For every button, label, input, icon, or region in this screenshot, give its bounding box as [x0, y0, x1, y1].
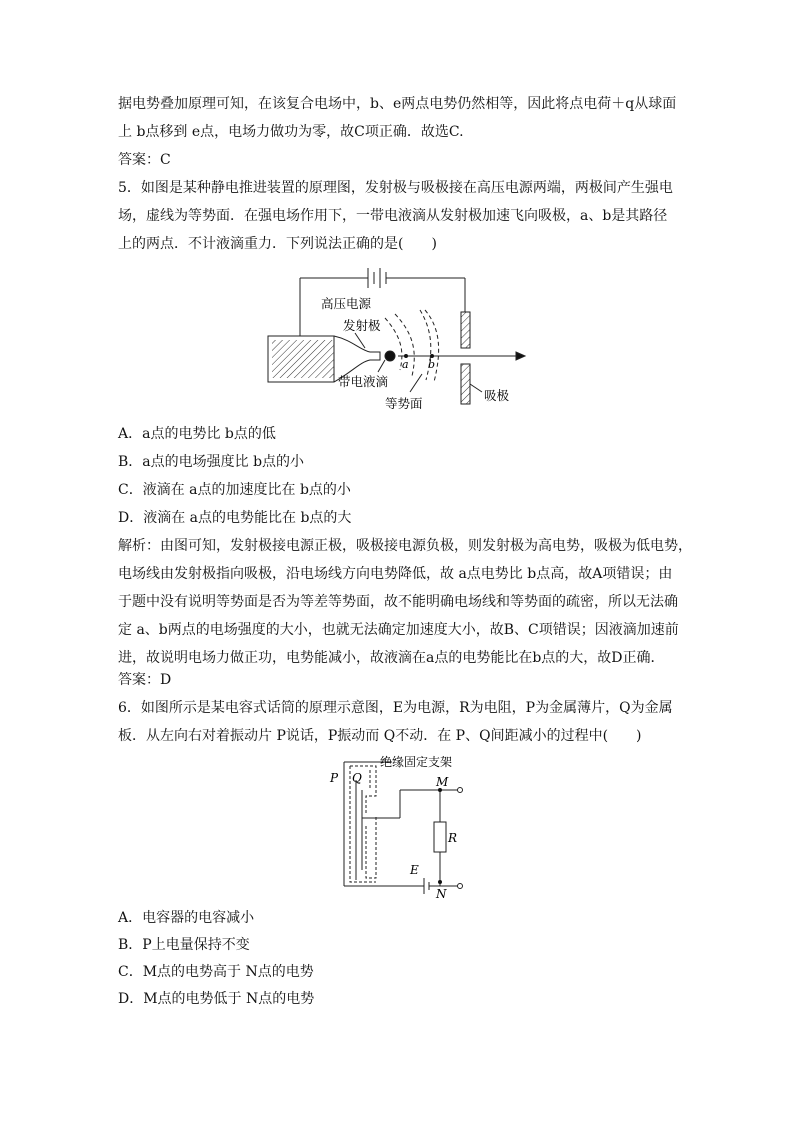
q5-line-3: 上的两点．不计液滴重力．下列说法正确的是( ) — [118, 236, 437, 252]
label-p: P — [330, 771, 339, 785]
intro-line-2: 上 b点移到 e点，电场力做功为零，故C项正确．故选C. — [118, 124, 464, 140]
label-r: R — [448, 831, 458, 845]
q5-figure — [262, 262, 532, 412]
q5-solution-2: 电场线由发射极指向吸极，沿电场线方向电势降低，故 a点电势比 b点高，故A项错误；由 — [118, 566, 673, 582]
q5-solution-1: 解析：由图可知，发射极接电源正极，吸极接电源负极，则发射极为高电势，吸极为低电势， — [118, 538, 692, 554]
label-emitter: 发射极 — [343, 318, 381, 333]
label-b: b — [428, 358, 436, 371]
q5-answer: 答案：D — [118, 672, 172, 688]
q6-option-d: D．M点的电势低于 N点的电势 — [118, 991, 315, 1007]
label-support: 绝缘固定支架 — [380, 755, 453, 769]
q5-solution-3: 于题中没有说明等势面是否为等差等势面，故不能明确电场线和等势面的疏密，所以无法确 — [118, 594, 678, 610]
label-q: Q — [352, 771, 362, 785]
label-m: M — [436, 775, 449, 789]
label-equipotential: 等势面 — [385, 396, 423, 411]
label-power: 高压电源 — [321, 296, 372, 311]
label-n: N — [436, 887, 447, 898]
q5-option-a: A．a点的电势比 b点的低 — [118, 426, 276, 442]
q6-option-a: A．电容器的电容减小 — [118, 910, 255, 926]
q5-option-c: C．液滴在 a点的加速度比在 b点的小 — [118, 482, 351, 498]
q5-line-2: 场，虚线为等势面．在强电场作用下，一带电液滴从发射极加速飞向吸极，a、b是其路径 — [118, 208, 668, 224]
q6-line-1: 6．如图所示是某电容式话筒的原理示意图，E为电源，R为电阻，P为金属薄片，Q为金属 — [118, 700, 673, 716]
q5-solution-4: 定 a、b两点的电场强度的大小，也就无法确定加速度大小，故B、C项错误；因液滴加速前 — [118, 622, 679, 638]
q5-solution-5: 进，故说明电场力做正功，电势能减小，故液滴在a点的电势能比在b点的大，故D正确． — [118, 650, 665, 666]
q6-option-b: B．P上电量保持不变 — [118, 937, 250, 953]
q5-line-1: 5．如图是某种静电推进装置的原理图，发射极与吸极接在高压电源两端，两极间产生强电 — [118, 180, 673, 196]
q6-figure — [325, 750, 475, 898]
q6-line-2: 板．从左向右对着振动片 P说话，P振动而 Q不动．在 P、Q间距减小的过程中( ) — [118, 728, 642, 744]
intro-answer: 答案：C — [118, 152, 171, 168]
label-droplet: 带电液滴 — [338, 374, 389, 389]
intro-line-1: 据电势叠加原理可知，在该复合电场中，b、e两点电势仍然相等，因此将点电荷＋q从球面 — [118, 96, 677, 112]
label-a: a — [402, 358, 409, 371]
q6-option-c: C．M点的电势高于 N点的电势 — [118, 964, 314, 980]
q5-option-d: D．液滴在 a点的电势能比在 b点的大 — [118, 510, 352, 526]
label-e: E — [410, 863, 419, 877]
q5-option-b: B．a点的电场强度比 b点的小 — [118, 454, 305, 470]
label-absorber: 吸极 — [484, 388, 510, 403]
